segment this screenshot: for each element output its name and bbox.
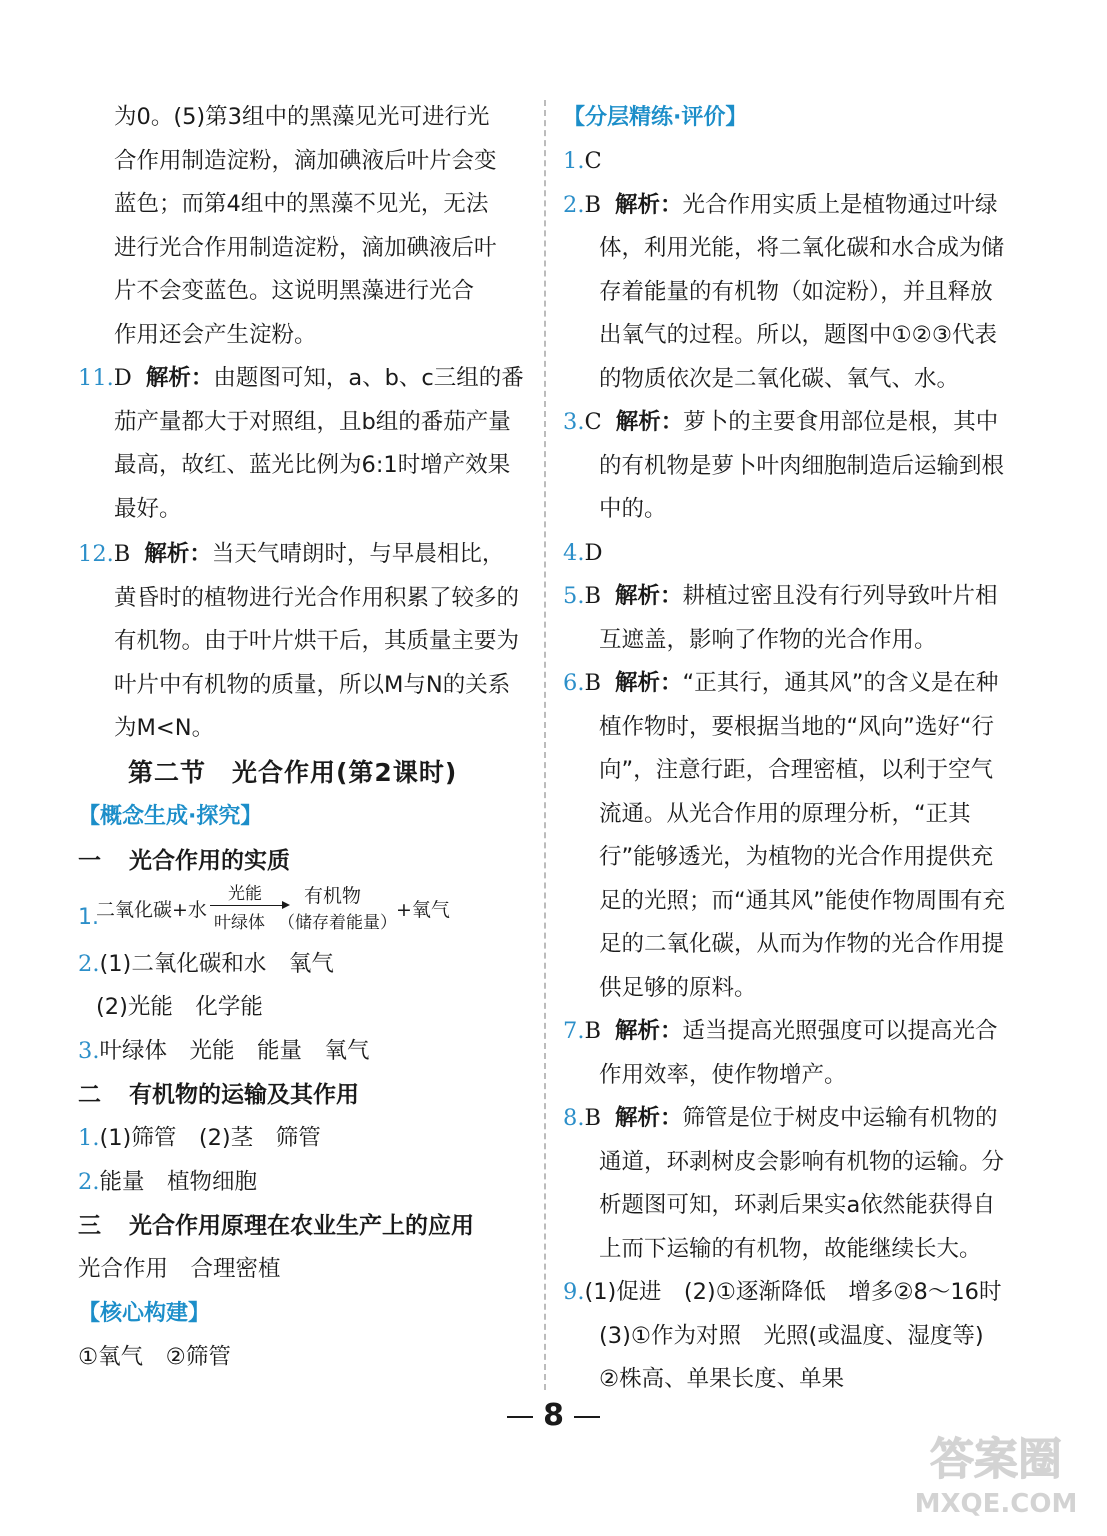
answer-3: 3.叶绿体 光能 能量 氧气	[78, 1037, 370, 1064]
page-number: 8	[0, 1398, 1107, 1433]
answer-r5: 5.B 解析：耕植过密且没有行列导致叶片相互遮盖，影响了作物的光合作用。	[563, 583, 998, 653]
right-column	[563, 96, 1025, 1402]
answer-r7: 7.B 解析：适当提高光照强度可以提高光合作用效率，使作物增产。	[563, 1018, 998, 1088]
answer-r9: 9.(1)促进 (2)①逐渐降低 增多②8～16时 (3)①作为对照 光照(或温度、湿度等) ②株高、单果长度、单果	[563, 1279, 1025, 1392]
heading-three: 三 光合作用原理在农业生产上的应用	[78, 1213, 474, 1239]
heading-two: 二 有机物的运输及其作用	[78, 1082, 359, 1108]
answer-r2: 2.B 解析：光合作用实质上是植物通过叶绿体，利用光能，将二氧化碳和水合成为储存着能量的有机物（如淀粉），并且释放出氧气的过程。所以，题图中①②③代表的物质依次是二氧化碳、氧气、水。	[563, 191, 1005, 392]
answer-2-1: 2.(1)二氧化碳和水 氧气	[78, 950, 334, 977]
answer-2-2: (2)光能 化学能	[96, 994, 263, 1020]
answer-r6: 6.B 解析：“正其行，通其风”的含义是在种植作物时，要根据当地的“风向”选好“行向”，注意行距，合理密植，以利于空气流通。从光合作用的原理分析，“正其行”能够透光，为植物的光合作用提供充足的光照；而“通其风”能使作物周围有充足的二氧化碳，从而为作物的光合作用提供足够的原料。	[563, 670, 1005, 1001]
photosynthesis-equation: 1. 二氧化碳+水 光能 叶绿体 有机物 （储存着能量） +氧气	[78, 883, 450, 933]
answer-r8: 8.B 解析：筛管是位于树皮中运输有机物的通道，环剥树皮会影响有机物的运输。分析题图可知，环剥后果实a依然能获得自上而下运输的有机物，故能继续长大。	[563, 1105, 1005, 1262]
answer-2-section-2: 2.能量 植物细胞	[78, 1168, 257, 1195]
reaction-arrow	[210, 905, 288, 906]
tag-concept-exploration: 【概念生成·探究】	[78, 803, 263, 829]
q10-continuation: 为0。(5)第3组中的黑藻见光可进行光 合作用制造淀粉，滴加碘液后叶片会变 蓝色；而第4组中的黑藻不见光，无法 进行光合作用制造淀粉，滴加碘液后叶 片不会变蓝色。这说明黑藻进行光合 作用还会产生淀粉。	[114, 104, 497, 348]
answer-2-section-1: 1.(1)筛管 (2)茎 筛管	[78, 1125, 321, 1151]
column-divider	[544, 100, 546, 1390]
core-answer: ①氧气 ②筛管	[78, 1343, 231, 1370]
watermark-icon	[901, 1422, 1091, 1522]
svg-text:答案圈: 答案圈	[930, 1434, 1062, 1485]
tag-layered-practice: 【分层精练·评价】	[563, 105, 748, 130]
left-column	[78, 96, 526, 1379]
answer-r4: 4.D	[563, 539, 603, 566]
svg-text:MXQE.COM: MXQE.COM	[914, 1489, 1078, 1519]
section-title: 第二节 光合作用(第2课时)	[128, 757, 458, 787]
tag-core-construction: 【核心构建】	[78, 1300, 211, 1326]
watermark-logo	[901, 1422, 1091, 1522]
heading-one: 一 光合作用的实质	[78, 847, 290, 874]
answer-3-section: 光合作用 合理密植	[78, 1256, 281, 1282]
answer-r3: 3.C 解析：萝卜的主要食用部位是根，其中的有机物是萝卜叶肉细胞制造后运输到根中的。	[563, 409, 1005, 522]
answer-11: 11.D 解析：由题图可知，a、b、c三组的番茄产量都大于对照组，且b组的番茄产量最高，故红、蓝光比例为6:1时增产效果最好。	[78, 365, 524, 522]
answer-r1: 1.C	[563, 148, 602, 174]
answer-12: 12.B 解析：当天气晴朗时，与早晨相比，黄昏时的植物进行光合作用积累了较多的有机物。由于叶片烘干后，其质量主要为叶片中有机物的质量，所以M与N的关系为M<N。	[78, 541, 520, 741]
